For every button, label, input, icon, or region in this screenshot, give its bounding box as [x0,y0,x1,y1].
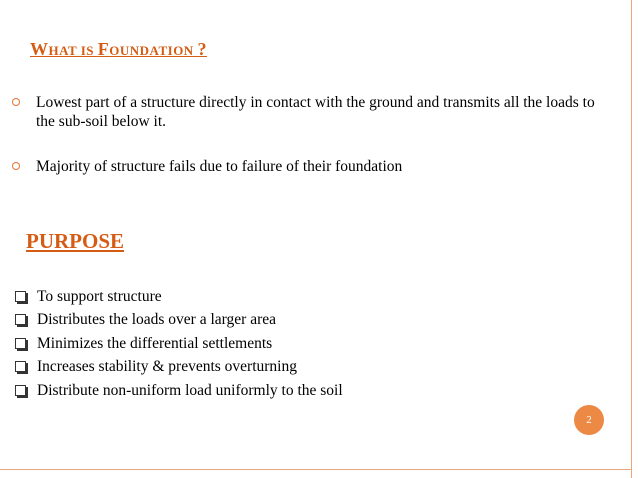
definition-point-1 [12,93,612,133]
title-f: F [97,39,110,59]
square-bullet-icon [15,314,26,325]
circle-bullet-icon [12,98,20,106]
purpose-item-text: Minimizes the differential settlements [37,335,273,352]
slide-title [30,39,207,60]
title-w: W [30,39,49,59]
purpose-item-text: Distribute non-uniform load uniformly to the soil [37,382,343,399]
square-bullet-icon [15,338,26,349]
purpose-item-text: To support structure [37,288,162,305]
square-bullet-icon [15,385,26,396]
bottom-border-line [0,469,632,470]
title-hat-is: HAT IS [48,43,98,58]
right-border-line [631,0,632,478]
circle-bullet-icon [12,162,20,170]
purpose-heading: PURPOSE [26,229,125,253]
square-bullet-icon [15,361,26,372]
title-oundation: OUNDATION [109,43,198,58]
definition-point-text: Majority of structure fails due to failure of their foundation [36,158,403,175]
page-number-badge: 2 [574,405,604,435]
definition-point-text: Lowest part of a structure directly in contact with the ground and transmits all the loads to the sub-soil below it. [36,94,595,130]
definition-point-2 [12,157,612,177]
square-bullet-icon [15,291,26,302]
purpose-item-text: Distributes the loads over a larger area [37,311,277,328]
purpose-item-text: Increases stability & prevents overturning [37,358,297,375]
title-question-mark: ? [197,39,207,59]
